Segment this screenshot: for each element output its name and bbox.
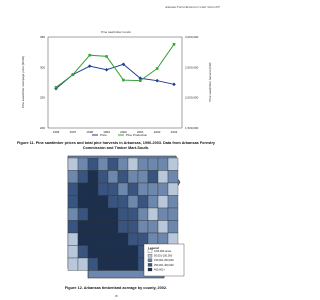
- x-tick-label: 2002: [153, 130, 161, 134]
- county-polygon: [78, 246, 88, 259]
- map-legend: [144, 244, 184, 276]
- county-polygon: [168, 196, 178, 209]
- county-polygon: [108, 183, 118, 196]
- county-polygon: [118, 196, 128, 209]
- y-left-tick-label: 350: [39, 35, 45, 39]
- county-polygon: [88, 208, 98, 221]
- county-polygon: [118, 183, 128, 196]
- county-polygon: [158, 208, 168, 221]
- county-polygon: [98, 171, 108, 184]
- x-tick-label: 2000: [120, 130, 127, 134]
- county-polygon: [168, 233, 178, 246]
- legend-title: Legend: [148, 246, 159, 250]
- y-left-tick-label: 200: [39, 126, 45, 130]
- county-polygon: [158, 158, 168, 171]
- county-polygon: [78, 233, 88, 246]
- county-polygon: [88, 246, 98, 259]
- county-polygon: [108, 221, 118, 234]
- county-polygon: [88, 183, 98, 196]
- county-polygon: [78, 183, 88, 196]
- county-polygon: [148, 233, 158, 246]
- county-polygon: [158, 171, 168, 184]
- county-polygon: [158, 233, 168, 246]
- x-tick-label: 1997: [69, 130, 77, 134]
- y-right-tick-label: 1,500,000: [185, 126, 199, 130]
- county-polygon: [158, 221, 168, 234]
- data-point: [173, 43, 176, 46]
- county-polygon: [118, 233, 128, 246]
- county-polygon: [138, 158, 148, 171]
- county-polygon: [158, 183, 168, 196]
- county-polygon: [98, 183, 108, 196]
- arkansas-county-map: [28, 152, 204, 284]
- county-polygon: [168, 158, 178, 171]
- figure-11-chart: [14, 24, 218, 140]
- data-point: [155, 79, 159, 83]
- county-polygon: [128, 196, 138, 209]
- county-polygon: [68, 196, 78, 209]
- y-axis-right-label: Pine sawtimber harvest (mbf): [208, 62, 212, 102]
- county-polygon: [98, 258, 108, 271]
- county-polygon: [98, 196, 108, 209]
- county-polygon: [108, 171, 118, 184]
- y-left-tick-label: 250: [39, 95, 45, 100]
- x-tick-label: 1999: [103, 130, 110, 134]
- county-polygon: [78, 258, 88, 271]
- data-point: [105, 68, 109, 72]
- x-tick-label: 1998: [86, 130, 94, 134]
- y-right-tick-label: 2,000,000: [185, 95, 199, 100]
- county-polygon: [108, 246, 118, 259]
- figure-12-map: [28, 152, 204, 284]
- county-polygon: [108, 258, 118, 271]
- pine-trends-chart: [14, 24, 218, 140]
- county-polygon: [118, 221, 128, 234]
- legend-label: 400,001+: [154, 268, 165, 272]
- county-polygon: [118, 246, 128, 259]
- county-polygon: [168, 221, 178, 234]
- county-polygon: [148, 208, 158, 221]
- county-polygon: [148, 171, 158, 184]
- county-polygon: [78, 221, 88, 234]
- x-tick-label: 2003: [170, 130, 178, 134]
- county-polygon: [68, 183, 78, 196]
- county-polygon: [168, 171, 178, 184]
- x-tick-label: 1996: [52, 130, 60, 134]
- county-polygon: [88, 233, 98, 246]
- county-polygon: [108, 196, 118, 209]
- y-right-tick-label: 3,000,000: [185, 35, 199, 39]
- data-point: [88, 64, 92, 68]
- running-head: Arkansas Forest Resources Center Series 007: [165, 5, 220, 9]
- data-point: [105, 55, 108, 58]
- county-polygon: [128, 221, 138, 234]
- legend-swatch: [148, 259, 152, 262]
- county-polygon: [118, 171, 128, 184]
- legend-swatch: [148, 250, 152, 253]
- y-axis-left-label: Pine sawtimber stumpage price ($/mbf): [21, 55, 25, 109]
- legend-label: 150,001-250,000: [154, 259, 174, 263]
- legend-swatch: [148, 263, 152, 266]
- plot-area: [48, 37, 182, 128]
- county-polygon: [148, 183, 158, 196]
- county-polygon: [88, 221, 98, 234]
- county-polygon: [98, 246, 108, 259]
- county-polygon: [128, 246, 138, 259]
- data-point: [55, 86, 58, 89]
- county-polygon: [68, 246, 78, 259]
- data-point: [139, 79, 142, 82]
- county-polygon: [98, 208, 108, 221]
- county-polygon: [88, 171, 98, 184]
- county-polygon: [108, 158, 118, 171]
- legend-label: 50,001-150,000: [154, 254, 173, 258]
- county-polygon: [68, 233, 78, 246]
- y-left-tick-label: 300: [39, 65, 45, 70]
- data-point: [172, 83, 176, 87]
- county-polygon: [68, 208, 78, 221]
- county-polygon: [118, 258, 128, 271]
- county-polygon: [68, 258, 78, 271]
- county-polygon: [78, 208, 88, 221]
- data-point: [156, 67, 159, 70]
- county-polygon: [98, 221, 108, 234]
- data-point: [122, 79, 125, 82]
- county-polygon: [78, 196, 88, 209]
- county-polygon: [68, 221, 78, 234]
- x-tick-label: 2001: [136, 130, 144, 134]
- county-polygon: [148, 221, 158, 234]
- county-polygon: [168, 183, 178, 196]
- county-polygon: [138, 183, 148, 196]
- chart-title: Pine sawtimber trends: [101, 30, 131, 34]
- county-polygon: [98, 158, 108, 171]
- legend-label: Price: [100, 133, 107, 137]
- county-polygon: [158, 196, 168, 209]
- figure-12-caption: Figure 12. Arkansas timberland acreage by county, 2002.: [64, 286, 168, 290]
- county-polygon: [138, 171, 148, 184]
- county-polygon: [118, 158, 128, 171]
- county-polygon: [68, 158, 78, 171]
- legend-label: Pine Production: [126, 133, 148, 137]
- county-polygon: [128, 258, 138, 271]
- county-polygon: [108, 233, 118, 246]
- county-polygon: [128, 171, 138, 184]
- county-polygon: [138, 233, 148, 246]
- county-polygon: [88, 158, 98, 171]
- county-polygon: [128, 208, 138, 221]
- county-polygon: [88, 196, 98, 209]
- county-polygon: [98, 233, 108, 246]
- data-point: [88, 54, 91, 57]
- county-polygon: [138, 221, 148, 234]
- legend-swatch: [148, 268, 152, 271]
- county-polygon: [128, 158, 138, 171]
- county-polygon: [78, 158, 88, 171]
- data-point: [72, 73, 75, 76]
- y-right-tick-label: 2,500,000: [185, 65, 199, 70]
- county-polygon: [108, 208, 118, 221]
- figure-11-caption: Figure 11. Pine sawtimber prices and total pine harvests in Arkansas, 1996-2003. Data from Arkansas Forestry Commission and Timber Mart-South.: [16, 141, 216, 150]
- county-polygon: [118, 208, 128, 221]
- county-polygon: [128, 233, 138, 246]
- county-polygon: [148, 158, 158, 171]
- county-polygon: [128, 183, 138, 196]
- county-polygon: [68, 171, 78, 184]
- county-polygon: [78, 171, 88, 184]
- legend-label: 0-50,000 acres: [154, 250, 172, 253]
- legend-label: 250,001-400,000: [154, 263, 174, 267]
- county-polygon: [148, 196, 158, 209]
- county-polygon: [138, 208, 148, 221]
- page-number: 18: [114, 294, 118, 298]
- legend-swatch: [148, 254, 152, 257]
- county-polygon: [88, 258, 98, 271]
- county-polygon: [138, 196, 148, 209]
- county-polygon: [168, 208, 178, 221]
